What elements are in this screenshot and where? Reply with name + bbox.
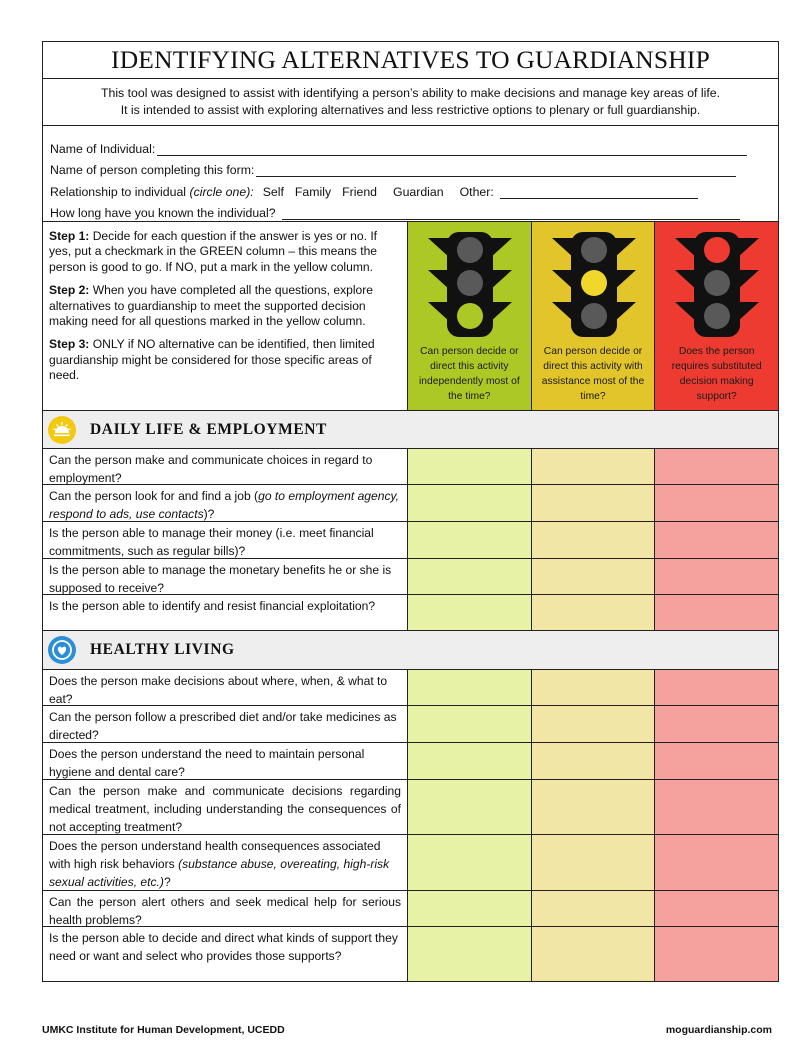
question-row xyxy=(42,743,779,780)
intro-text xyxy=(42,79,779,126)
answer-cell-green[interactable] xyxy=(408,835,532,890)
traffic-light-yellow-icon xyxy=(544,232,644,342)
question-text: Can the person look for and find a job (go to employment agency, respond to ads, use contacts)? xyxy=(43,485,408,521)
question-text: Is the person able to identify and resist financial exploitation? xyxy=(43,595,408,630)
section-header-healthy-living xyxy=(42,631,779,670)
relationship-option-guardian[interactable]: Guardian xyxy=(393,184,444,199)
question-row xyxy=(42,595,779,631)
footer-organization: UMKC Institute for Human Development, UCEDD xyxy=(42,1024,285,1036)
name-row xyxy=(50,134,778,156)
question-text: Is the person able to decide and direct what kinds of support they need or want and select who provides those supports? xyxy=(43,927,408,981)
question-text: Does the person understand health consequences associated with high risk behaviors (substance abuse, overeating, high-risk sexual activities, etc.)? xyxy=(43,835,408,890)
question-row xyxy=(42,706,779,743)
completer-field[interactable] xyxy=(256,163,736,177)
name-field[interactable] xyxy=(157,142,747,156)
known-field[interactable] xyxy=(282,206,740,220)
known-row xyxy=(50,199,778,221)
answer-cell-red[interactable] xyxy=(655,449,778,484)
answer-cell-red[interactable] xyxy=(655,780,778,834)
completer-label: Name of person completing this form: xyxy=(50,163,255,177)
intro-line: It is intended to assist with exploring alternatives and less restrictive options to plenary or full guardianship. xyxy=(120,103,701,117)
question-text: Can the person alert others and seek medical help for serious health problems? xyxy=(43,891,408,926)
answer-cell-green[interactable] xyxy=(408,780,532,834)
answer-cell-green[interactable] xyxy=(408,891,532,926)
section-title: DAILY LIFE & EMPLOYMENT xyxy=(90,420,327,438)
answer-cell-yellow[interactable] xyxy=(532,449,656,484)
answer-cell-green[interactable] xyxy=(408,706,532,742)
form-page xyxy=(42,41,779,982)
answer-cell-red[interactable] xyxy=(655,559,778,594)
answer-cell-green[interactable] xyxy=(408,559,532,594)
answer-cell-red[interactable] xyxy=(655,485,778,521)
step-2: Step 2: When you have completed all the questions, explore alternatives to guardianship to meet the supported decision making need for all questions marked in the yellow column. xyxy=(49,283,374,329)
answer-cell-yellow[interactable] xyxy=(532,595,656,630)
answer-cell-red[interactable] xyxy=(655,706,778,742)
traffic-light-green-icon xyxy=(420,232,520,342)
question-text: Does the person understand the need to maintain personal hygiene and dental care? xyxy=(43,743,408,779)
relationship-option-friend[interactable]: Friend xyxy=(342,184,377,199)
relationship-row xyxy=(50,177,778,199)
question-text: Is the person able to manage their money (i.e. meet financial commitments, such as regular bills)? xyxy=(43,522,408,558)
answer-cell-yellow[interactable] xyxy=(532,835,656,890)
answer-cell-green[interactable] xyxy=(408,595,532,630)
individual-info xyxy=(42,126,779,222)
traffic-light-red-icon xyxy=(667,232,767,342)
answer-cell-yellow[interactable] xyxy=(532,485,656,521)
column-caption-yellow: Can person decide or direct this activity with assistance most of the time? xyxy=(541,346,645,402)
step-1: Step 1: Decide for each question if the answer is yes or no. If yes, put a checkmark in the GREEN column – this means the person is good to go. If NO, put a mark in the yellow column. xyxy=(49,229,378,274)
relationship-option-self[interactable]: Self xyxy=(262,184,284,199)
step-3: Step 3: ONLY if NO alternative can be identified, then limited guardianship might be considered for those specific areas of need. xyxy=(49,337,375,383)
relationship-option-other[interactable]: Other: xyxy=(459,184,494,199)
answer-cell-red[interactable] xyxy=(655,522,778,558)
answer-cell-yellow[interactable] xyxy=(532,927,656,981)
column-header-red xyxy=(655,222,778,410)
question-text: Can the person make and communicate choices in regard to employment? xyxy=(43,449,408,484)
relationship-hint: (circle one): xyxy=(189,184,254,199)
answer-cell-red[interactable] xyxy=(655,891,778,926)
answer-cell-yellow[interactable] xyxy=(532,780,656,834)
question-row xyxy=(42,835,779,891)
question-text: Can the person make and communicate decisions regarding medical treatment, including understanding the consequences of not accepting treatment? xyxy=(43,780,408,834)
answer-cell-red[interactable] xyxy=(655,927,778,981)
answer-cell-yellow[interactable] xyxy=(532,522,656,558)
column-caption-red: Does the person requires substituted decision making support? xyxy=(671,346,762,402)
answer-cell-green[interactable] xyxy=(408,927,532,981)
answer-cell-green[interactable] xyxy=(408,485,532,521)
answer-cell-yellow[interactable] xyxy=(532,670,656,705)
page-title: IDENTIFYING ALTERNATIVES TO GUARDIANSHIP xyxy=(42,41,779,79)
column-header-green xyxy=(408,222,532,410)
answer-cell-red[interactable] xyxy=(655,835,778,890)
footer-website: moguardianship.com xyxy=(665,1024,772,1036)
relationship-option-family[interactable]: Family xyxy=(294,184,332,199)
question-text: Does the person make decisions about where, when, & what to eat? xyxy=(43,670,408,705)
question-row xyxy=(42,449,779,485)
name-label: Name of Individual: xyxy=(50,141,156,156)
answer-cell-green[interactable] xyxy=(408,670,532,705)
question-row xyxy=(42,670,779,706)
relationship-other-field[interactable] xyxy=(500,185,698,199)
answer-cell-green[interactable] xyxy=(408,449,532,484)
answer-cell-green[interactable] xyxy=(408,743,532,779)
instructions-row xyxy=(42,222,779,410)
question-row xyxy=(42,891,779,927)
answer-cell-yellow[interactable] xyxy=(532,743,656,779)
question-row xyxy=(42,927,779,982)
answer-cell-yellow[interactable] xyxy=(532,706,656,742)
answer-cell-yellow[interactable] xyxy=(532,559,656,594)
heart-icon xyxy=(48,636,76,664)
intro-line: This tool was designed to assist with identifying a person’s ability to make decisions and manage key areas of life. xyxy=(100,86,721,100)
answer-cell-red[interactable] xyxy=(655,743,778,779)
answer-cell-red[interactable] xyxy=(655,595,778,630)
completer-row xyxy=(50,156,778,178)
relationship-label: Relationship to individual xyxy=(50,184,187,199)
instructions xyxy=(43,222,408,410)
answer-cell-green[interactable] xyxy=(408,522,532,558)
question-text: Can the person follow a prescribed diet and/or take medicines as directed? xyxy=(43,706,408,742)
question-row xyxy=(42,522,779,559)
question-text: Is the person able to manage the monetary benefits he or she is supposed to receive? xyxy=(43,559,408,594)
question-row xyxy=(42,559,779,595)
section-title: HEALTHY LIVING xyxy=(90,641,235,658)
answer-cell-yellow[interactable] xyxy=(532,891,656,926)
answer-cell-red[interactable] xyxy=(655,670,778,705)
column-caption-green: Can person decide or direct this activity independently most of the time? xyxy=(418,346,520,402)
known-label: How long have you known the individual? xyxy=(50,206,276,220)
question-row xyxy=(42,780,779,835)
sun-icon xyxy=(48,416,76,444)
column-header-yellow xyxy=(532,222,656,410)
section-header-daily-life xyxy=(42,410,779,449)
question-row xyxy=(42,485,779,522)
